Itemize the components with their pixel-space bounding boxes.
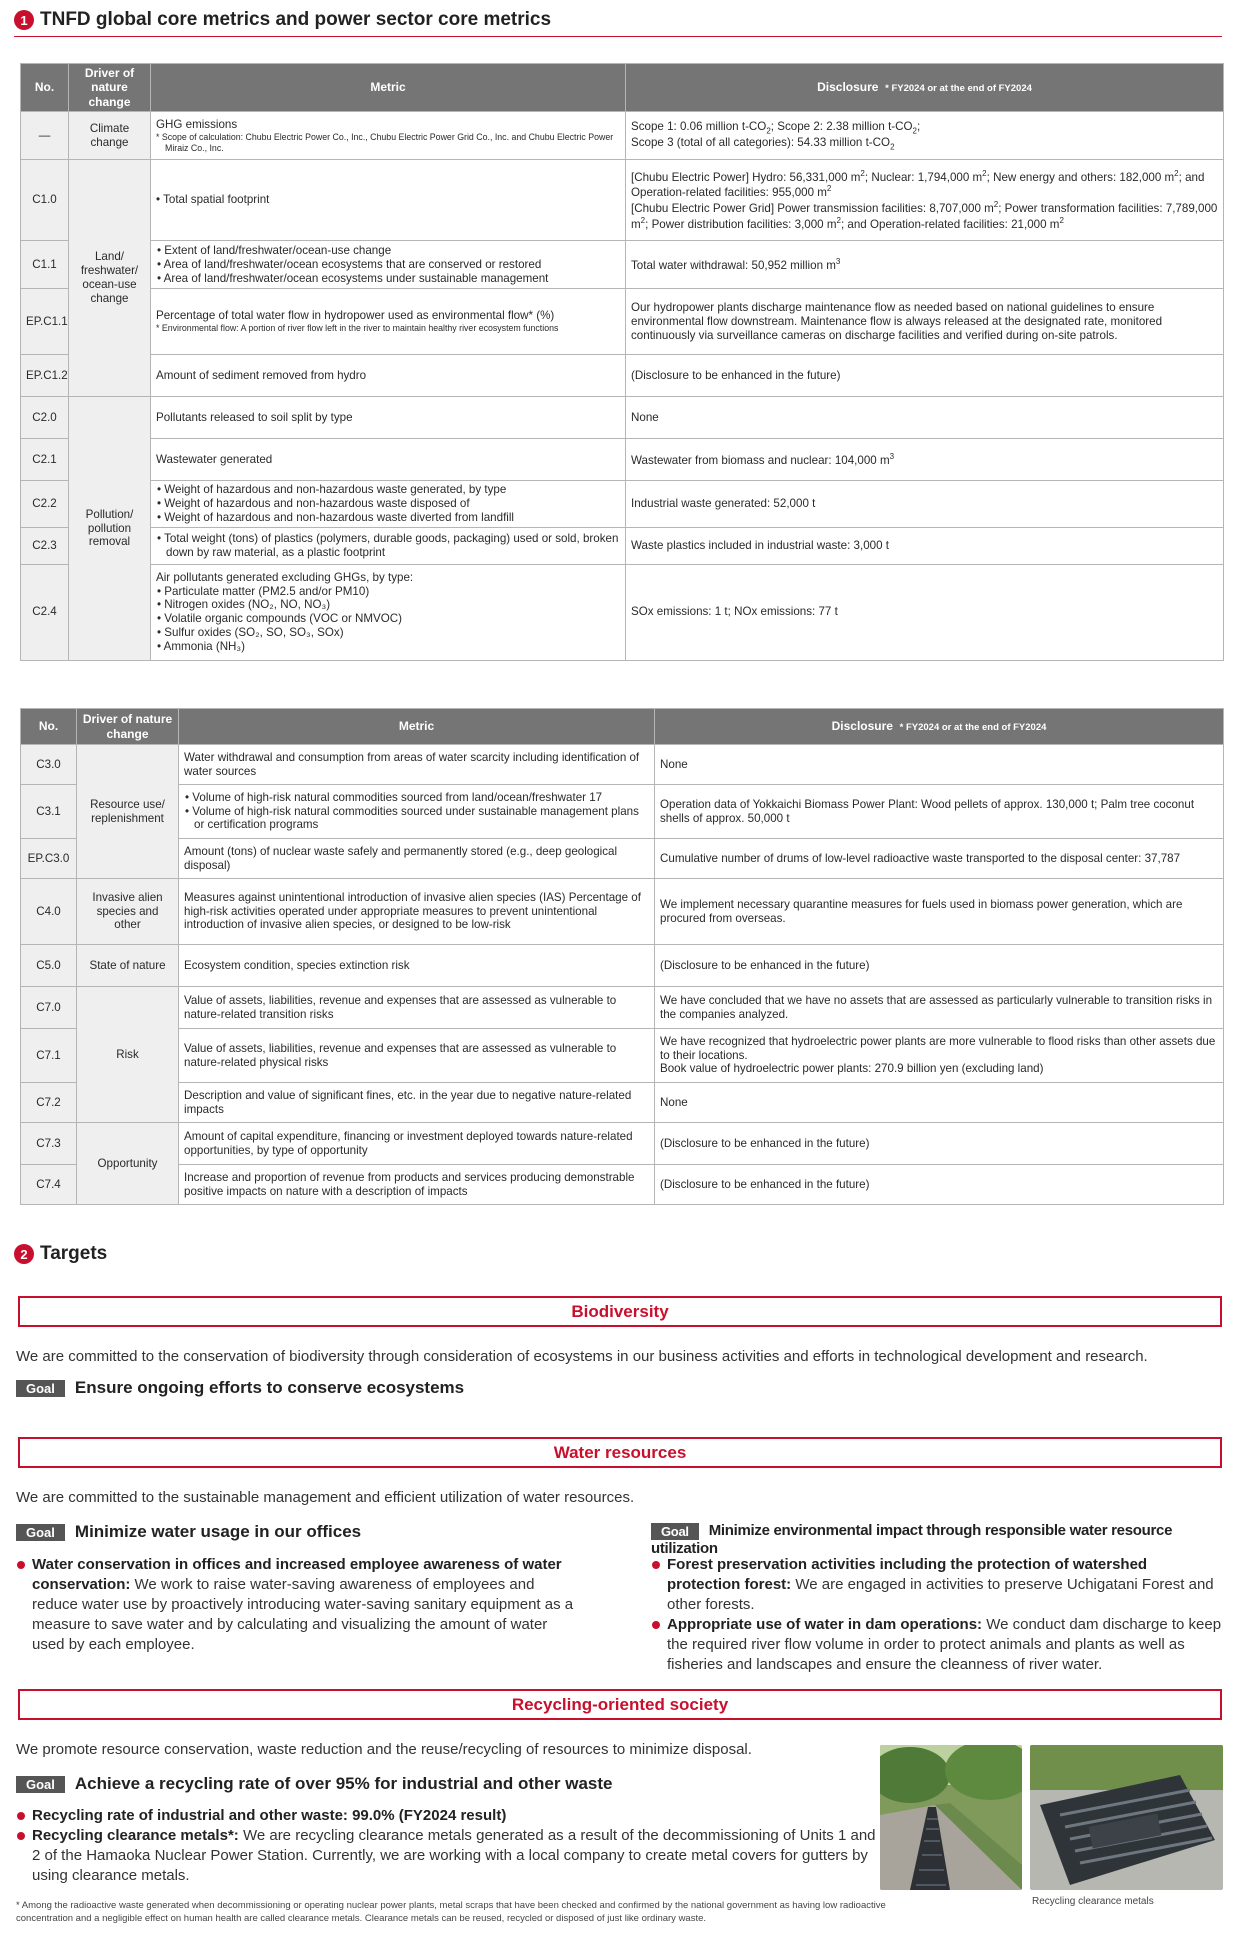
col-disclosure: Disclosure * FY2024 or at the end of FY2024 xyxy=(655,709,1224,745)
table-row: C2.1 Wastewater generated Wastewater from biomass and nuclear: 104,000 $m^3$ xyxy=(21,439,1224,481)
section-1-heading xyxy=(14,9,551,31)
table-row: C1.1 • Extent of land/freshwater/ocean-use change • Area of land/freshwater/ocean ecosystems that are conserved or restored • Area of land/freshwater/ocean ecosystems under sustainable management Total water withdrawal: 50,952 million $m^3$ xyxy=(21,241,1224,289)
table-row: C7.2 Description and value of significant fines, etc. in the year due to negative nature-related impacts None xyxy=(21,1083,1224,1123)
col-metric: Metric xyxy=(151,64,626,112)
biodiversity-text: We are committed to the conservation of biodiversity through consideration of ecosystems in our business activities and efforts in technological development and research. xyxy=(16,1348,1148,1365)
clearance-metal-image xyxy=(1030,1745,1223,1890)
goal-badge: Goal xyxy=(16,1776,65,1793)
section-1-title: TNFD global core metrics and power sector core metrics xyxy=(40,9,552,30)
table-row: C3.1 • Volume of high-risk natural commodities sourced from land/ocean/freshwater 17 • Volume of high-risk natural commodities sourced under sustainable management plans or certification programs Operation data of Yokkaichi Biomass Power Plant: Wood pellets of approx. 130,000 t; Palm tree coconut shells of approx. 50,000 t xyxy=(21,785,1224,839)
recycling-list xyxy=(16,1806,876,1886)
goal-badge: Goal xyxy=(16,1380,65,1397)
water-right-list xyxy=(651,1555,1223,1675)
table-header-row xyxy=(21,64,1224,112)
recycling-heading: Recycling-oriented society xyxy=(18,1689,1222,1720)
col-metric: Metric xyxy=(179,709,655,745)
gutter-cover-image xyxy=(880,1745,1022,1890)
section-number-badge: 2 xyxy=(14,1244,34,1264)
table-row: C2.4 Air pollutants generated excluding GHGs, by type: • Particulate matter (PM2.5 and/or PM10) • Nitrogen oxides (NO₂, NO, NO₃) • Volatile organic compounds (VOC or NMVOC) • Sulfur oxides (SO₂, SO, SO₃, SOx) • Ammonia (NH₃) SOx emissions: 1 t; NOx emissions: 77 t xyxy=(21,564,1224,660)
biodiversity-goal: Goal Ensure ongoing efforts to conserve ecosystems xyxy=(16,1378,464,1398)
list-item: Water conservation in offices and increased employee awareness of water conservation: We work to raise water-saving awareness of employees and reduce water use by proactively introducing water-saving sanitary equipment as a measure to save water and by calculating and visualizing the amount of water used by each employee. xyxy=(16,1555,576,1655)
driver-resource: Resource use/ replenishment xyxy=(77,745,179,879)
table-row: EP.C1.1 Percentage of total water flow in hydropower used as environmental flow* (%) * Environmental flow: A portion of river flow left in the river to maintain healthy river ecosystem functions Our hydropower plants discharge maintenance flow as needed based on national guidelines to ensure environmental flow downstream. Maintenance flow is always released at the designated rate, monitored continuously via surveillance cameras on discharge facilities and verified during on-site patrols. xyxy=(21,289,1224,355)
table-row: C4.0 Invasive alien species and other Measures against unintentional introduction of invasive alien species (IAS) Percentage of high-risk activities operated under appropriate measures to prevent unintentional introduction of invasive alien species, or designed to be low-risk We implement necessary quarantine measures for fuels used in biomass power generation, which are procured from overseas. xyxy=(21,879,1224,945)
col-no: No. xyxy=(21,64,69,112)
footnote: * Among the radioactive waste generated when decommissioning or operating nuclear power plants, metal scraps that have been checked and confirmed by the national government as having low radioactive concentration and a negligible effect on human health are called clearance metals. Clearance metals can be reused, recycled or disposed of just like ordinary waste. xyxy=(16,1900,886,1924)
driver-opportunity: Opportunity xyxy=(77,1123,179,1205)
col-driver: Driver of nature change xyxy=(77,709,179,745)
divider xyxy=(14,36,1222,37)
recycling-text: We promote resource conservation, waste reduction and the reuse/recycling of resources to minimize disposal. xyxy=(16,1741,752,1758)
table-row: EP.C1.2 Amount of sediment removed from hydro (Disclosure to be enhanced in the future) xyxy=(21,355,1224,397)
list-item: Recycling clearance metals*: We are recycling clearance metals generated as a result of the decommissioning of Units 1 and 2 of the Hamaoka Nuclear Power Station. Currently, we are working with a local company to create metal covers for gutters by using clearance metals. xyxy=(16,1826,876,1886)
table-row: EP.C3.0 Amount (tons) of nuclear waste safely and permanently stored (e.g., deep geological disposal) Cumulative number of drums of low-level radioactive waste transported to the disposal center: 37,787 xyxy=(21,839,1224,879)
gutter-photo-1 xyxy=(880,1745,1022,1890)
photo-caption: Recycling clearance metals xyxy=(1032,1896,1154,1907)
biodiversity-heading: Biodiversity xyxy=(18,1296,1222,1327)
metrics-table-2 xyxy=(20,708,1224,1205)
col-disclosure: Disclosure * FY2024 or at the end of FY2024 xyxy=(626,64,1224,112)
table-row: C7.3 Opportunity Amount of capital expenditure, financing or investment deployed towards nature-related opportunities, by type of opportunity (Disclosure to be enhanced in the future) xyxy=(21,1123,1224,1165)
col-no: No. xyxy=(21,709,77,745)
col-driver: Driver of nature change xyxy=(69,64,151,112)
list-item: Appropriate use of water in dam operations: We conduct dam discharge to keep the required river flow volume in order to protect animals and plants as well as fisheries and landscapes and ensure the cleanness of river water. xyxy=(651,1615,1223,1675)
table-row: C7.0 Risk Value of assets, liabilities, revenue and expenses that are assessed as vulnerable to nature-related transition risks We have concluded that we have no assets that are assessed as particularly vulnerable to transition risks in the companies analyzed. xyxy=(21,987,1224,1029)
driver-pollution: Pollution/ pollution removal xyxy=(69,397,151,661)
driver-risk: Risk xyxy=(77,987,179,1123)
driver-land: Land/ freshwater/ ocean-use change xyxy=(69,160,151,397)
list-item: Recycling rate of industrial and other waste: 99.0% (FY2024 result) xyxy=(16,1806,876,1826)
water-heading: Water resources xyxy=(18,1437,1222,1468)
water-goal-right: Goal Minimize environmental impact through responsible water resource utilization xyxy=(651,1522,1173,1557)
table-row: C2.3 • Total weight (tons) of plastics (polymers, durable goods, packaging) used or sold, broken down by raw material, as a plastic footprint Waste plastics included in industrial waste: 3,000 t xyxy=(21,527,1224,564)
water-goal-left: Goal Minimize water usage in our offices xyxy=(16,1522,361,1542)
table-row: — Climate change GHG emissions * Scope of calculation: Chubu Electric Power Co., Inc., Chubu Electric Power Grid Co., Inc. and Chubu Electric Power Miraiz Co., Inc. Scope 1: 0.06 million $t-CO_2$; Scope 2: 2.38 million $t-CO_2$; Scope 3 (total of all categories): 54.33 million $t-CO_2$ xyxy=(21,112,1224,160)
water-text: We are committed to the sustainable management and efficient utilization of water resources. xyxy=(16,1489,635,1506)
recycling-goal: Goal Achieve a recycling rate of over 95% for industrial and other waste xyxy=(16,1774,612,1794)
gutter-photo-2 xyxy=(1030,1745,1223,1890)
table-row: C7.4 Increase and proportion of revenue from products and services producing demonstrable positive impacts on nature with a description of impacts (Disclosure to be enhanced in the future) xyxy=(21,1165,1224,1205)
goal-badge: Goal xyxy=(16,1524,65,1541)
table-row: C7.1 Value of assets, liabilities, revenue and expenses that are assessed as vulnerable to nature-related physical risks We have recognized that hydroelectric power plants are more vulnerable to flood risks than other assets due to their locations. Book value of hydroelectric power plants: 270.9 billion yen (excluding land) xyxy=(21,1029,1224,1083)
goal-badge: Goal xyxy=(651,1523,699,1540)
table-row: C3.0 Resource use/ replenishment Water withdrawal and consumption from areas of water scarcity including identification of water sources None xyxy=(21,745,1224,785)
table-row: C5.0 State of nature Ecosystem condition, species extinction risk (Disclosure to be enhanced in the future) xyxy=(21,945,1224,987)
section-number-badge: 1 xyxy=(14,10,34,30)
metrics-table-1 xyxy=(20,63,1224,661)
table-row: C1.0 Land/ freshwater/ ocean-use change • Total spatial footprint [Chubu Electric Power] Hydro: 56,331,000 $m^2$; Nuclear: 1,794,000 $m^2$; New energy and others: 182,000 $m^2$; and Operation-related facilities: 955,000 $m^2$ [Chubu Electric Power Grid] Power transmission facilities: 8,707,000 $m^2$; Power transformation facilities: 7,789,000 $m^2$; Power distribution facilities: 3,000 $m^2$; and Operation-related facilities: 21,000 $m^2$ xyxy=(21,160,1224,241)
table-row: C2.2 • Weight of hazardous and non-hazardous waste generated, by type • Weight of hazardous and non-hazardous waste disposed of • Weight of hazardous and non-hazardous waste diverted from landfill Industrial waste generated: 52,000 t xyxy=(21,481,1224,528)
table-header-row xyxy=(21,709,1224,745)
water-left-list xyxy=(16,1555,576,1655)
table-row: C2.0 Pollution/ pollution removal Pollutants released to soil split by type None xyxy=(21,397,1224,439)
section-2-title: Targets xyxy=(40,1243,108,1264)
list-item: Forest preservation activities including the protection of watershed protection forest: We are engaged in activities to preserve Uchigatani Forest and other forests. xyxy=(651,1555,1223,1615)
section-2-heading xyxy=(14,1243,107,1265)
